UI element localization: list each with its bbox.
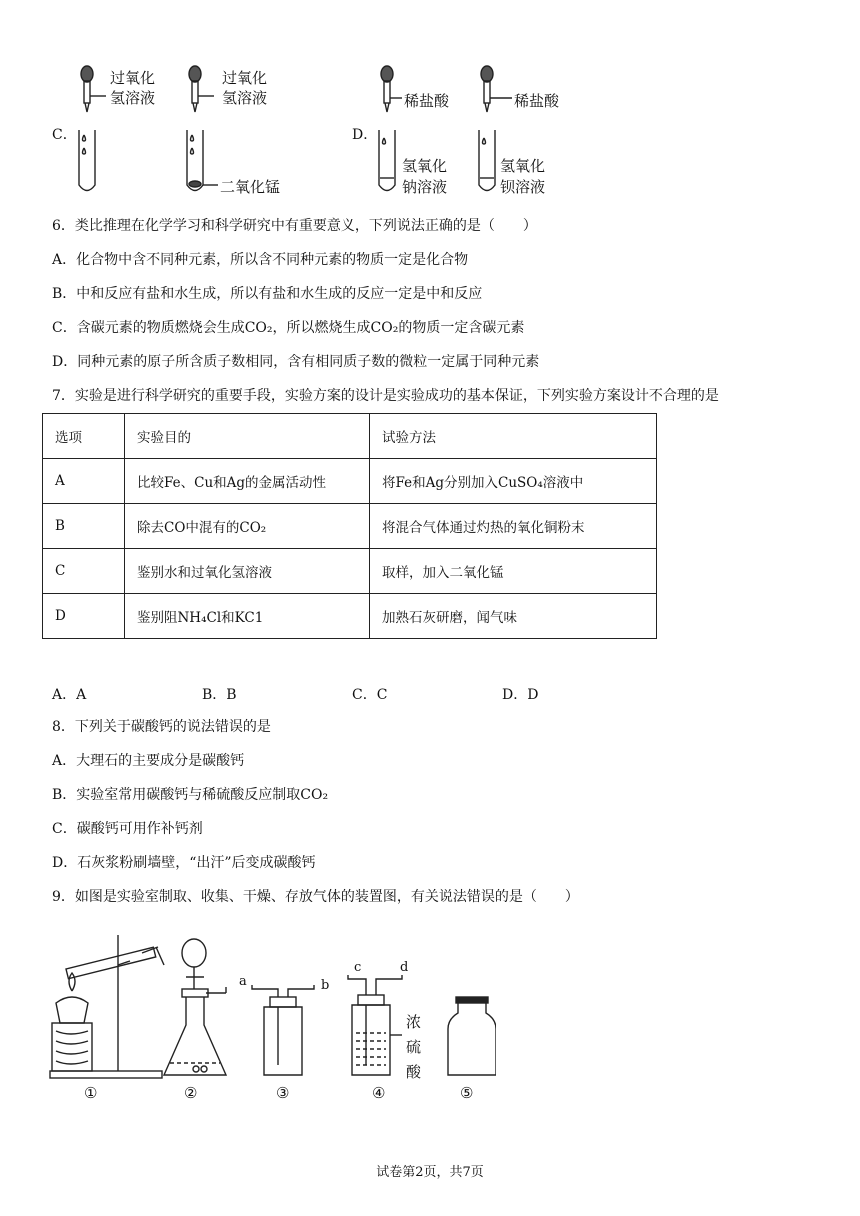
dropper-icon: [81, 66, 93, 112]
q8-option-c: C．碳酸钙可用作补钙剂: [52, 821, 203, 837]
q8-option-d: D．石灰浆粉刷墙壁，“出汗”后变成碳酸钙: [52, 855, 316, 871]
q6-option-b: B．中和反应有盐和水生成，所以有盐和水生成的反应一定是中和反应: [52, 286, 483, 302]
q5-d-right-dropper-label: 稀盐酸: [514, 92, 560, 110]
q8-option-a: A．大理石的主要成分是碳酸钙: [52, 753, 245, 769]
q7-option-d: D．D: [502, 687, 539, 703]
apparatus-label-3: ③: [276, 1084, 290, 1102]
table-row: [43, 504, 657, 549]
q5-d-left-dropper-label: 稀盐酸: [404, 92, 450, 110]
dropper-icon: [189, 66, 201, 112]
q5-option-c-label: C．: [52, 127, 77, 143]
table-cell: 鉴别阻NH₄Cl和KC1: [125, 594, 370, 639]
page-footer: 试卷第2页，共7页: [376, 1165, 484, 1180]
table-header-row: [43, 414, 657, 459]
q5-c-right-dropper-label: 过氧化 氢溶液: [222, 69, 268, 107]
q5-c-left-dropper-label: 过氧化 氢溶液: [110, 69, 156, 107]
dropper-icon: [381, 66, 402, 112]
heating-apparatus-icon: [50, 935, 164, 1078]
test-tube-icon: [187, 130, 218, 191]
q7-option-b: B．B: [202, 687, 237, 703]
table-cell: C: [43, 549, 125, 594]
apparatus-label-4: ④: [372, 1084, 386, 1102]
apparatus-label-5: ⑤: [460, 1084, 474, 1102]
q6-option-a: A．化合物中含不同种元素，所以含不同种元素的物质一定是化合物: [52, 252, 469, 268]
table-cell: 将混合气体通过灼热的氧化铜粉末: [370, 504, 657, 549]
table-header-cell: 选项: [43, 414, 125, 459]
q6-option-c: C．含碳元素的物质燃烧会生成CO₂，所以燃烧生成CO₂的物质一定含碳元素: [52, 320, 525, 336]
table-cell: 除去CO中混有的CO₂: [125, 504, 370, 549]
q8-stem: 8．下列关于碳酸钙的说法错误的是: [52, 719, 271, 735]
table-header-cell: 试验方法: [370, 414, 657, 459]
q9-apparatus-figure: [46, 925, 496, 1110]
gas-bottle-icon: [252, 985, 314, 1075]
q5-d-right-tube-label: 氢氧化 钡溶液: [500, 157, 546, 196]
q7-stem: 7．实验是进行科学研究的重要手段，实验方案的设计是实验成功的基本保证，下列实验方案设计不合理的是: [52, 388, 719, 404]
apparatus-label-1: ①: [84, 1084, 98, 1102]
conical-flask-icon: [164, 939, 226, 1075]
q6-option-d: D．同种元素的原子所含质子数相同，含有相同质子数的微粒一定属于同种元素: [52, 354, 540, 370]
port-b-label: b: [321, 978, 330, 993]
table-row: [43, 459, 657, 504]
q9-stem: 9．如图是实验室制取、收集、干燥、存放气体的装置图，有关说法错误的是（ ）: [52, 889, 579, 905]
table-cell: 将Fe和Ag分别加入CuSO₄溶液中: [370, 459, 657, 504]
table-row: [43, 594, 657, 639]
q7-option-a: A．A: [52, 687, 87, 703]
table-cell: A: [43, 459, 125, 504]
port-d-label: d: [400, 960, 409, 975]
drying-bottle-icon: [348, 975, 402, 1075]
table-cell: 鉴别水和过氧化氢溶液: [125, 549, 370, 594]
table-cell: 加熟石灰研磨，闻气味: [370, 594, 657, 639]
test-tube-icon: [479, 130, 495, 191]
table-cell: 比较Fe、Cu和Ag的金属活动性: [125, 459, 370, 504]
table-cell: B: [43, 504, 125, 549]
q7-table: [42, 413, 657, 639]
test-tube-icon: [79, 130, 95, 191]
apparatus-label-2: ②: [184, 1084, 198, 1102]
table-cell: D: [43, 594, 125, 639]
q8-option-b: B．实验室常用碳酸钙与稀硫酸反应制取CO₂: [52, 787, 329, 803]
table-cell: 取样，加入二氧化锰: [370, 549, 657, 594]
port-a-label: a: [239, 974, 247, 989]
q7-option-c: C．C: [352, 687, 388, 703]
q5-d-left-tube-label: 氢氧化 钠溶液: [402, 157, 448, 196]
table-header-cell: 实验目的: [125, 414, 370, 459]
port-c-label: c: [354, 960, 362, 975]
table-row: [43, 549, 657, 594]
storage-bottle-icon: [448, 997, 496, 1075]
q5-c-right-tube-label: 二氧化锰: [220, 178, 281, 196]
dropper-icon: [481, 66, 512, 112]
q5-option-d-label: D．: [352, 127, 378, 143]
q6-stem: 6．类比推理在化学学习和科学研究中有重要意义，下列说法正确的是（ ）: [52, 218, 537, 234]
test-tube-icon: [379, 130, 395, 191]
concentrated-sulfuric-acid-label: 浓 硫 酸: [406, 1013, 422, 1081]
